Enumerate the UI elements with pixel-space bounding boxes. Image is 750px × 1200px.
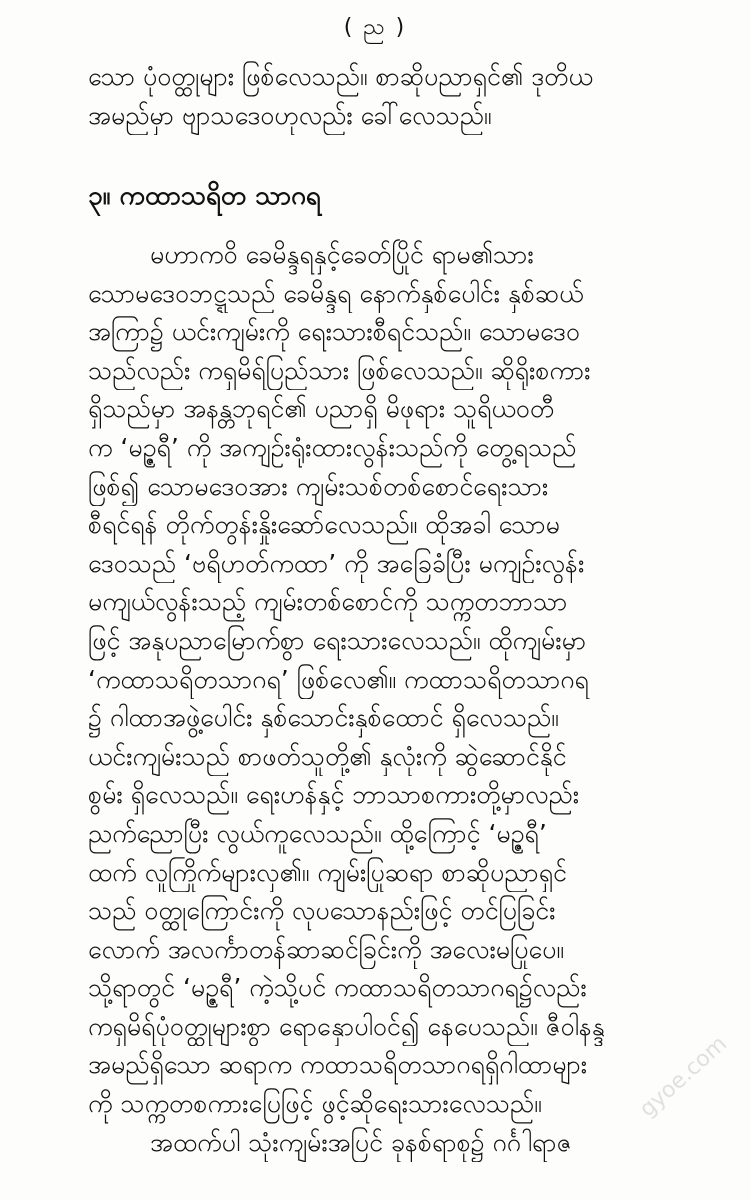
watermark: gyoe.com	[635, 1031, 732, 1123]
text-line: ရှိသည်မှာ အနန္တဘုရင်၏ ပညာရှိ မိဖုရား သူရိယဝတီ	[88, 394, 555, 424]
page-number: ( ည )	[343, 15, 407, 40]
text-line: သောမဒေဝဘဋ္ဋသည် ခေမိန္ဒရ နောက်နှစ်ပေါင်း နှစ်ဆယ်	[88, 278, 584, 308]
text-line: ဒေဝသည် ‘ဗရိဟတ်ကထာ’ ကို အခြေခံပြီး မကျဉ်းလွန်း	[88, 548, 585, 578]
text-line: ယင်းကျမ်းသည် စာဖတ်သူတို့၏ နှလုံးကို ဆွဲဆောင်နိုင်	[88, 741, 567, 771]
text-line: အမည်မှာ ဗျာသဒေဝဟုလည်း ခေါ်လေသည်။	[88, 100, 492, 130]
text-line: အမည်ရှိသော ဆရာက ကထာသရိတသာဂရရှိဂါထာများ	[88, 1050, 588, 1080]
text-line: အထက်ပါ သုံးကျမ်းအပြင် ခုနစ်ရာစု၌ ဂင်္ဂါရာဇ	[150, 1127, 572, 1157]
text-line: က ‘မဉ္ဇရီ’ ကို အကျဉ်းရုံးထားလွန်းသည်ကို တွေ့ရသည်	[88, 432, 577, 462]
text-line: မကျယ်လွန်းသည့် ကျမ်းတစ်စောင်ကို သက္ကတဘာသာ	[88, 587, 568, 617]
body-paragraph	[88, 236, 708, 1162]
text-line: ၌ ဂါထာအဖွဲ့ပေါင်း နှစ်သောင်းနှစ်ထောင် ရှိလေသည်။	[88, 703, 559, 733]
text-line: မဟာကဝိ ခေမိန္ဒရနှင့်ခေတ်ပြိုင် ရာမ၏သား	[150, 240, 534, 269]
text-line: အကြာ၌ ယင်းကျမ်းကို ရေးသားစီရင်သည်။ သောမဒေဝ	[88, 317, 580, 347]
text-line: ‘ကထာသရိတသာဂရ’ ဖြစ်လေ၏။ ကထာသရိတသာဂရ	[88, 664, 589, 694]
text-line: ထက် လူကြိုက်များလှ၏။ ကျမ်းပြုဆရာ စာဆိုပညာရှင်	[88, 857, 567, 887]
text-line: ဖြစ်၍ သောမဒေဝအား ကျမ်းသစ်တစ်စောင်ရေးသား	[88, 471, 549, 501]
text-line: ကို သက္ကတစကားပြေဖြင့် ဖွင့်ဆိုရေးသားလေသည်။	[88, 1089, 542, 1119]
text-line: သည်လည်း ကရှမိရ်ပြည်သား ဖြစ်လေသည်။ ဆိုရိုးစကား	[88, 355, 591, 385]
text-line: သော ပုံဝတ္ထုများ ဖြစ်လေသည်။ စာဆိုပညာရှင်၏ ဒုတိယ	[88, 62, 593, 91]
text-line: ဖြင့် အနုပညာမြောက်စွာ ရေးသားလေသည်။ ထိုကျမ်းမှာ	[88, 625, 587, 655]
text-line: သည် ဝတ္ထုကြောင်းကို လုပသောနည်းဖြင့် တင်ပြခြင်း	[88, 896, 556, 926]
intro-paragraph	[88, 58, 708, 135]
section-heading: ၃။ ကထာသရိတ သာဂရ	[88, 181, 321, 211]
text-line: သို့ရာတွင် ‘မဉ္ဇရီ’ ကဲ့သို့ပင် ကထာသရိတသာဂရ၌လည်း	[88, 973, 587, 1003]
text-line: စွမ်း ရှိလေသည်။ ရေးဟန်နှင့် ဘာသာစကားတို့မှာလည်း	[88, 780, 580, 810]
text-line: စီရင်ရန် တိုက်တွန်းနှိုးဆော်လေသည်။ ထိုအခါ သောမ	[88, 510, 560, 540]
text-line: ကရှမိရ်ပုံဝတ္ထုများစွာ ရောနှောပါဝင်၍ နေပေသည်။ ဇီဝါနန္ဒ	[88, 1011, 605, 1041]
text-line: လောက် အလင်္ကာတန်ဆာဆင်ခြင်းကို အလေးမပြုပေ။	[88, 934, 564, 964]
text-line: ညက်ညောပြီး လွယ်ကူလေသည်။ ထို့ကြောင့် ‘မဉ္ဇရီ’	[88, 818, 547, 848]
